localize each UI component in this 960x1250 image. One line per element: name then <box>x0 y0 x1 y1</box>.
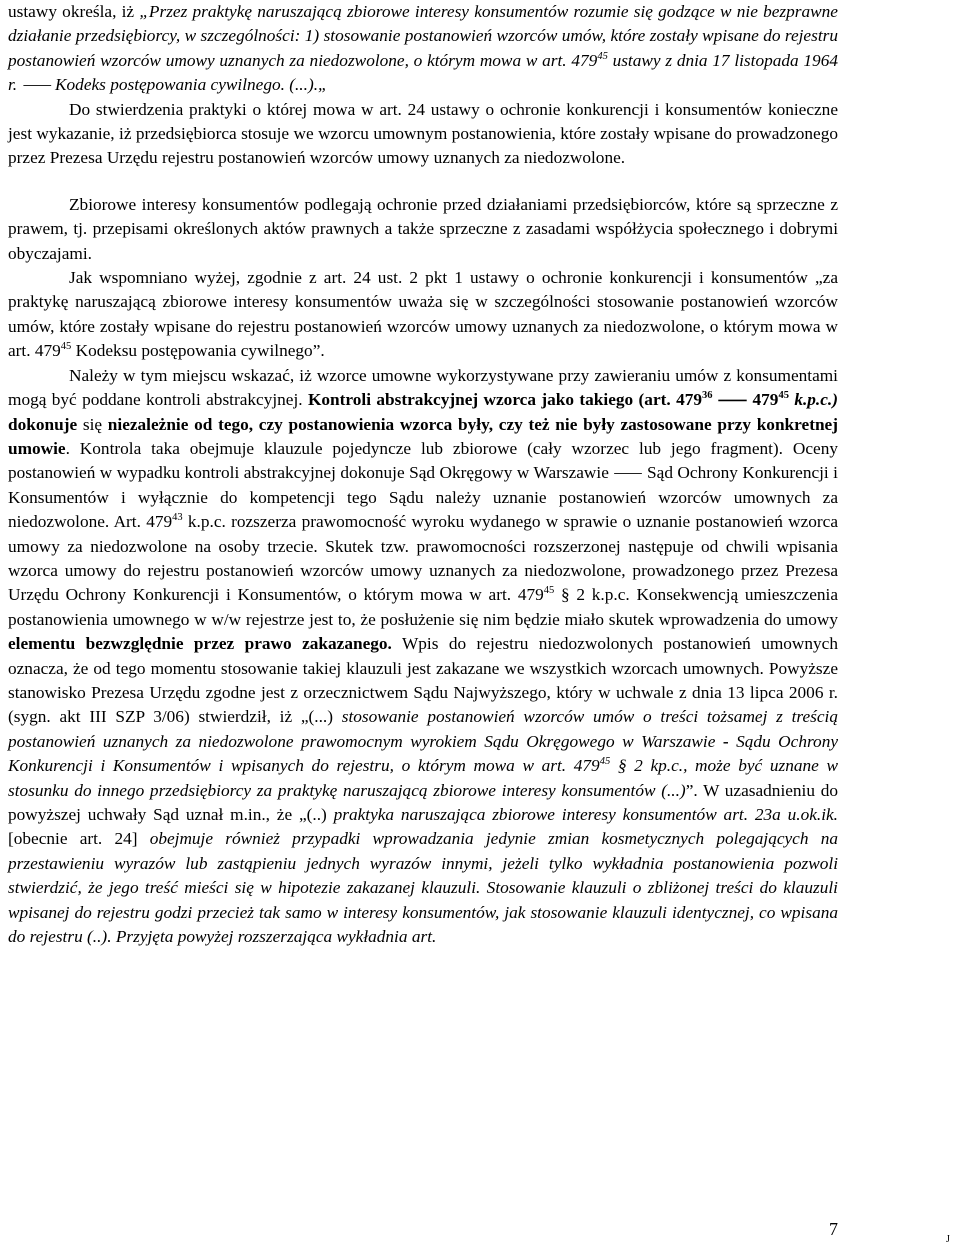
text-run: „Przez praktykę naruszającą zbiorowe interesy konsumentów rozumie się godzące w nie bezprawne działanie przedsiębiorcy, w szczególności: 1) stosowanie postanowień wzorców umów, które zostały wpisane do rejestru postanowień wzorców umowy uznanych za niedozwolone, o którym mowa w art. 479 <box>8 2 838 70</box>
text-run: praktyka naruszająca zbiorowe interesy konsumentów art. 23a u.ok.ik. <box>333 805 838 824</box>
text-run: Jak wspomniano wyżej, zgodnie z art. 24 ust. 2 pkt 1 ustawy o ochronie konkurencji i konsumentów „za praktykę naruszającą zbiorowe interesy konsumentów uważa się w szczególności stosowanie postanowień wzorców umów, które zostały wpisane do rejestru postanowień wzorców umowy uznanych za niedozwolone, o którym mowa w art. 479 <box>8 268 838 361</box>
text-run: Zbiorowe interesy konsumentów podlegają ochronie przed działaniami przedsiębiorców, które są sprzeczne z prawem, tj. przepisami określonych aktów prawnych a także sprzeczne z zasadami współżycia społecznego i dobrymi obyczajami. <box>8 194 838 263</box>
paragraph <box>8 193 838 266</box>
superscript: 45 <box>60 341 72 353</box>
text-run: ⸺ 479 <box>712 390 779 410</box>
text-run: § 2 kp.c., może być uznane w stosunku do innego przedsiębiorcy za praktykę naruszającą zbiorowe interesy konsumentów (...) <box>8 756 838 800</box>
text-run: dokonuje <box>8 414 78 434</box>
paragraph <box>8 98 838 171</box>
text-run: Należy w tym miejscu wskazać, iż wzorce umowne wykorzystywane przy zawieraniu umów z konsumentami mogą być poddane kontroli abstrakcyjnej. <box>8 365 838 410</box>
paragraph <box>8 0 838 98</box>
text-run: elementu bezwzględnie przez prawo zakazanego. <box>8 634 392 654</box>
superscript: 45 <box>778 390 789 402</box>
document-body <box>8 0 838 949</box>
text-run: się <box>77 414 108 434</box>
page-number: 7 <box>829 1219 838 1239</box>
superscript: 45 <box>543 585 555 597</box>
text-run: Wpis do rejestru niedozwolonych postanowień umownych oznacza, że od tego momentu stosowanie takiej klauzuli jest zakazane we wszystkich wzorcach umownych. Powyższe stanowisko Prezesa Urzędu zgodne jest z orzecznictwem Sądu Najwyższego, który w uchwale z dnia 13 lipca 2006 r. (sygn. akt III SZP 3/06) stwierdził, iż „(...) <box>8 634 838 727</box>
text-run: ustawy z dnia 17 listopada 1964 r. ⸺ Kodeks postępowania cywilnego. (...).„ <box>8 50 838 95</box>
text-run: k.p.c.) <box>788 390 838 410</box>
text-run: obejmuje również przypadki wprowadzania jedynie zmian kosmetycznych polegających na przestawieniu wyrazów lub zastąpieniu jednych wyrazów innymi, jeżeli tylko wykładnia postanowienia pozwoli stwierdzić, że jego treść mieści się w hipotezie zakazanej klauzuli. Stosowanie klauzuli o zbliżonej treści do klauzuli wpisanej do rejestru godzi przecież tak samo w interesy konsumentów, jak stosowanie klauzuli identycznej, co wpisana do rejestru (..). Przyjęta powyżej rozszerzająca wykładnia art. <box>8 829 838 947</box>
text-run: Kodeksu postępowania cywilnego”. <box>71 341 325 361</box>
text-run: k.p.c. rozszerza prawomocność wyroku wydanego w sprawie o uznanie postanowień wzorca umowy za niedozwolone na osoby trzecie. Skutek tzw. prawomocności rozszerzonej następuje od chwili wpisania wzorca umowy do rejestru postanowień wzorców umowy uznanych za niedozwolone, prowadzonego przez Prezesa Urzędu Ochrony Konkurencji i Konsumentów, o którym mowa w art. 479 <box>8 512 838 605</box>
text-run: [obecnie art. 24] <box>8 829 150 849</box>
text-run: Kontroli abstrakcyjnej wzorca jako takiego (art. 479 <box>307 390 702 410</box>
text-run: ustawy określa, iż <box>8 2 140 21</box>
text-run: niezależnie od tego, czy postanowienia wzorca były, czy też nie były zastosowane przy konkretnej umowie <box>8 414 838 458</box>
text-run: stosowanie postanowień wzorców umów o treści tożsamej z treścią postanowień uznanych za niedozwolone prawomocnym wyrokiem Sądu Okręgowego w Warszawie <box>8 707 839 751</box>
superscript: 45 <box>597 50 608 62</box>
superscript: 36 <box>702 390 713 402</box>
text-run: Do stwierdzenia praktyki o której mowa w art. 24 ustawy o ochronie konkurencji i konsumentów konieczne jest wykazanie, iż przedsiębiorca stosuje we wzorcu umownym postanowienia, które zostały wpisane do prowadzonego przez Prezesa Urzędu rejestru postanowień wzorców umowy uznanych za niedozwolone. <box>8 99 838 168</box>
superscript: 43 <box>172 512 183 524</box>
paragraph <box>8 364 838 950</box>
text-run: ”. W uzasadnieniu do powyższej uchwały Sąd uznał m.in., że „(..) <box>8 780 838 824</box>
paragraph <box>8 266 838 364</box>
superscript: 45 <box>599 756 611 768</box>
text-run: Sądu Ochrony Konkurencji i Konsumentów i wpisanych do rejestru, o którym mowa w art. 479 <box>8 731 839 776</box>
text-run: § 2 k.p.c. Konsekwencją umieszczenia postanowienia umownego w w/w rejestrze jest to, że posłużenie się nim będzie miało skutek wprowadzenia do umowy <box>8 585 838 629</box>
text-run: - <box>722 731 729 751</box>
corner-mark: J <box>946 1234 950 1245</box>
text-run: . Kontrola taka obejmuje klauzule pojedyncze lub zbiorowe (cały wzorzec lub jego fragment). Oceny postanowień w wypadku kontroli abstrakcyjnej dokonuje Sąd Okręgowy w Warszawie ⸺ Sąd Ochrony Konkurencji i Konsumentów i wyłącznie do kompetencji tego Sądu należy uznanie postanowień wzorców umownych za niedozwolone. Art. 479 <box>8 438 838 532</box>
